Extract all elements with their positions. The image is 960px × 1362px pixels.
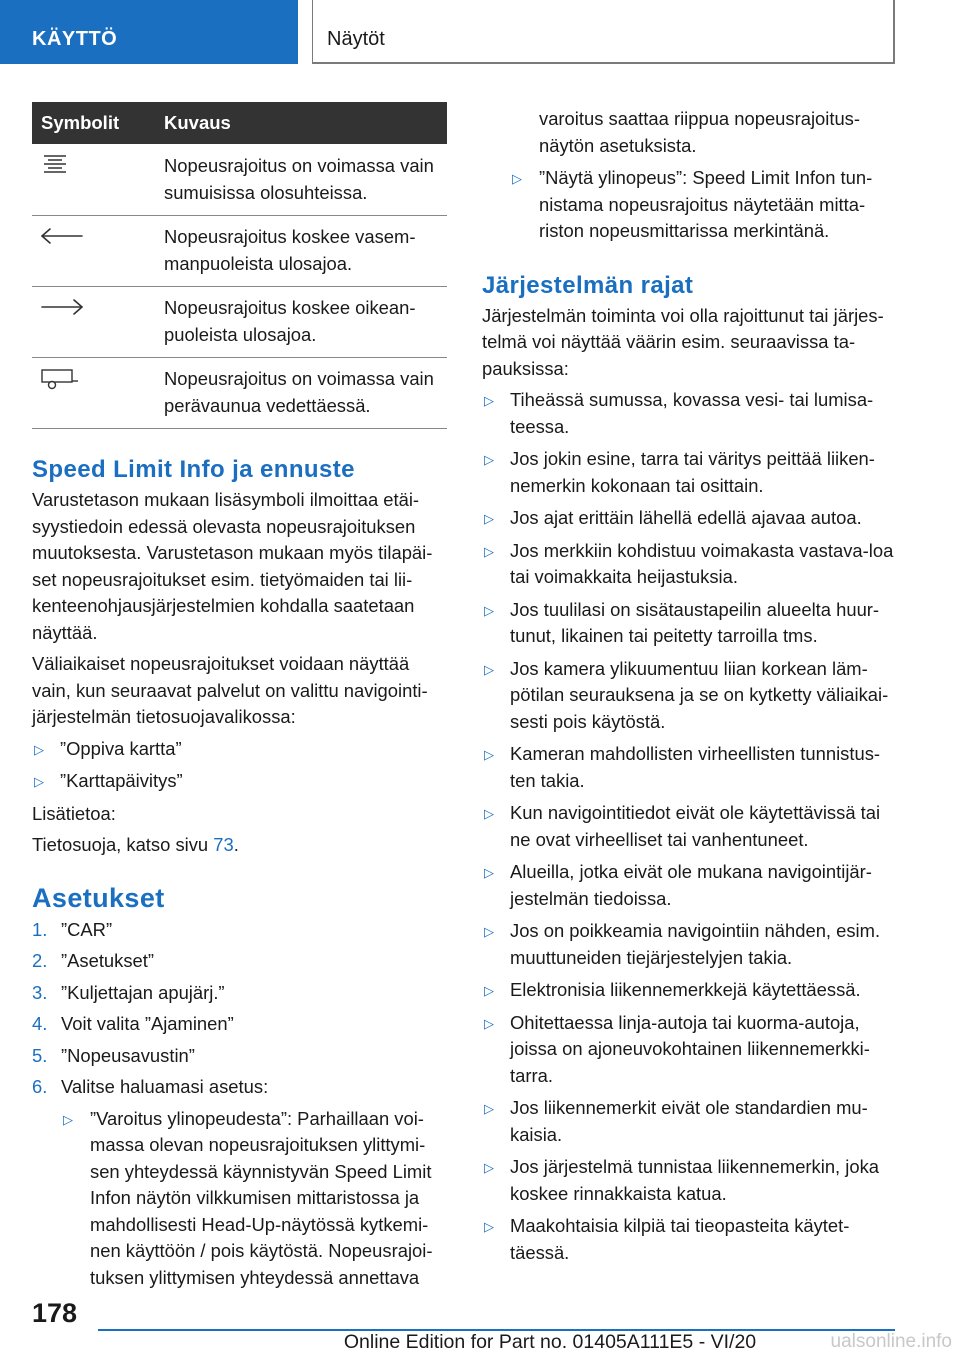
settings-options [61,1106,447,1292]
table-cell-description: Nopeusrajoitus koskee vasem-manpuoleista ulosajoa. [155,216,447,287]
triangle-bullet-icon: ▷ [484,924,494,939]
page-title: Näytöt [312,0,895,64]
table-cell-description: Nopeusrajoitus on voimassa vain sumuisissa olosuhteissa. [155,144,447,216]
page-number: 178 [32,1298,78,1328]
section-title-speed-limit: Speed Limit Info ja ennuste [32,456,355,483]
footer-edition: Online Edition for Part no. 01405A111E5 - VI/20 [343,1331,757,1353]
watermark: ualsonline.info [830,1331,952,1352]
triangle-bullet-icon: ▷ [63,1111,73,1127]
section-title-system-limits: Järjestelmän rajat [482,271,694,299]
list-item: ▷ Alueilla, jotka eivät ole mukana navigointijär-jestelmän tiedoissa. [484,861,872,909]
triangle-bullet-icon: ▷ [34,774,44,789]
triangle-bullet-icon: ▷ [484,543,494,559]
symbols-table [32,102,447,429]
list-item: ▷ ”Karttapäivitys” [32,768,447,795]
table-cell-description: Nopeusrajoitus koskee oikean-puoleista ulosajoa. [155,287,447,358]
list-item: 3. ”Kuljettajan apujärj.” [32,981,225,1003]
list-item: ▷ Maakohtaisia kilpiä tai tieopasteita käytet-täessä. [484,1215,850,1263]
fog-lines-icon [32,144,155,216]
list-item-continued: varoitus saattaa riippua nopeusrajoitus-näytön asetuksista. [539,108,861,156]
table-cell-description: Nopeusrajoitus on voimassa vain perävaunua vedettäessä. [155,358,447,429]
table-row [32,144,447,216]
table-row [32,287,447,358]
list-item: ▷ ”Näytä ylinopeus”: Speed Limit Infon tun-nistama nopeusrajoitus näytetään mitta-riston nopeusmittarissa merkintänä. [512,167,873,241]
list-item: 2. ”Asetukset” [32,950,155,971]
table-header-symbols: Symbolit [32,102,155,144]
list-item: ▷ Jos järjestelmä tunnistaa liikennemerkin, joka koskee rinnakkaista katua. [484,1156,880,1204]
cross-reference: Tietosuoja, katso sivu 73. [32,834,239,855]
table-row [32,358,447,429]
settings-steps [32,917,447,1292]
triangle-bullet-icon: ▷ [484,452,494,467]
triangle-bullet-icon: ▷ [484,511,494,526]
page-link[interactable]: 73 [213,834,234,855]
list-item: ▷ Jos jokin esine, tarra tai väritys peittää liiken-nemerkin kokonaan tai osittain. [484,448,875,496]
list-item: 4. Voit valita ”Ajaminen” [32,1013,234,1034]
triangle-bullet-icon: ▷ [484,1219,494,1234]
right-column [482,106,896,1272]
triangle-bullet-icon: ▷ [484,602,494,618]
list-item: 1. ”CAR” [32,918,113,940]
section-tab: KÄYTTÖ [0,0,298,64]
list-item: ▷ Elektronisia liikennemerkkejä käytettäessä. [482,977,896,1004]
list-item: ▷ Tiheässä sumussa, kovassa vesi- tai lumisa-teessa. [484,389,874,437]
triangle-bullet-icon: ▷ [484,865,494,880]
list-item: ▷ Kameran mahdollisten virheellisten tunnistus-ten takia. [484,743,881,791]
list-item: ▷ Jos kamera ylikuumentuu liian korkean läm-pötilan seurauksena ja se on kytketty väliaikai-sesti pois käytöstä. [484,657,889,732]
trailer-icon [32,358,155,429]
triangle-bullet-icon: ▷ [484,1101,494,1116]
settings-options-continued [482,106,896,245]
list-item: ▷ ”Varoitus ylinopeudesta”: Parhaillaan voi-massa olevan nopeusrajoituksen ylittymi-sen yhteydessä käynnistyvän Speed Limit Infon näytön vilkkumisen mittaristossa ja mahdollisesti Head-Up-näytössä kytkemi-nen käyttöön / pois käytöstä. Nopeusrajoi-tuksen ylittymisen yhteydessä annettava [63,1107,433,1288]
triangle-bullet-icon: ▷ [484,747,494,762]
arrow-left-icon [32,216,155,287]
more-info-label: Lisätietoa: [32,802,116,824]
arrow-right-icon [32,287,155,358]
table-row [32,216,447,287]
list-item: ▷ ”Oppiva kartta” [32,736,447,763]
triangle-bullet-icon: ▷ [484,1015,494,1031]
list-item: ▷ Jos tuulilasi on sisätaustapeilin alueelta huur-tunut, likainen tai peitetty tarroilla tms. [484,598,880,646]
triangle-bullet-icon: ▷ [484,983,494,998]
table-header-description: Kuvaus [155,102,447,144]
list-item: ▷ Jos liikennemerkit eivät ole standardien mu-kaisia. [484,1097,868,1145]
triangle-bullet-icon: ▷ [512,171,522,186]
list-item: 5. ”Nopeusavustin” [32,1044,195,1066]
left-column [32,102,447,1296]
list-item: ▷ Jos ajat erittäin lähellä edellä ajavaa autoa. [482,505,896,532]
paragraph: Väliaikaiset nopeusrajoitukset voidaan näyttää vain, kun seuraavat palvelut on valittu navigointi-järjestelmän tietosuojavalikossa: [32,653,428,727]
paragraph: Järjestelmän toiminta voi olla rajoittunut tai järjes-telmä voi näyttää väärin esim. seuraavissa ta-pauksissa: [482,304,884,379]
triangle-bullet-icon: ▷ [484,806,494,821]
list-item: 6. Valitse haluamasi asetus: ▷ ”Varoitus ylinopeudesta”: Parhaillaan voi-massa olevan nopeusrajoituksen ylittymi-sen yhteydessä käynnistyvän Speed Limit Infon näytön vilkkumisen mittaristossa ja mahdollisesti Head-Up-näytössä kytkemi-nen käyttöön / pois käytöstä. Nopeusrajoi-tuksen ylittymisen yhteydessä annettava [32,1074,447,1291]
paragraph: Varustetason mukaan lisäsymboli ilmoittaa etäi-syystiedoin edessä olevasta nopeusrajoituksen muutoksesta. Varustetason mukaan myös tilapäi-set nopeusrajoitukset esim. tietyömaiden tai lii-kenteenohjausjärjestelmien kohdalla saatetaan näyttää. [32,489,433,643]
list-item: ▷ Ohitettaessa linja-autoja tai kuorma-autoja, joissa on ajoneuvokohtainen liikennemerkki-tarra. [484,1011,870,1086]
triangle-bullet-icon: ▷ [484,661,494,677]
triangle-bullet-icon: ▷ [34,741,44,757]
triangle-bullet-icon: ▷ [484,393,494,408]
list-item: ▷ Kun navigointitiedot eivät ole käytettävissä tai ne ovat virheelliset tai vanhentuneet. [484,802,881,850]
list-item: ▷ Jos merkkiin kohdistuu voimakasta vastava-loa tai voimakkaita heijastuksia. [484,539,894,587]
section-title-settings: Asetukset [32,882,165,913]
triangle-bullet-icon: ▷ [484,1160,494,1175]
system-limits-list [482,387,896,1266]
list-item: ▷ Jos on poikkeamia navigointiin nähden, esim. muuttuneiden tiejärjestelyjen takia. [484,920,881,968]
privacy-service-list [32,736,447,795]
